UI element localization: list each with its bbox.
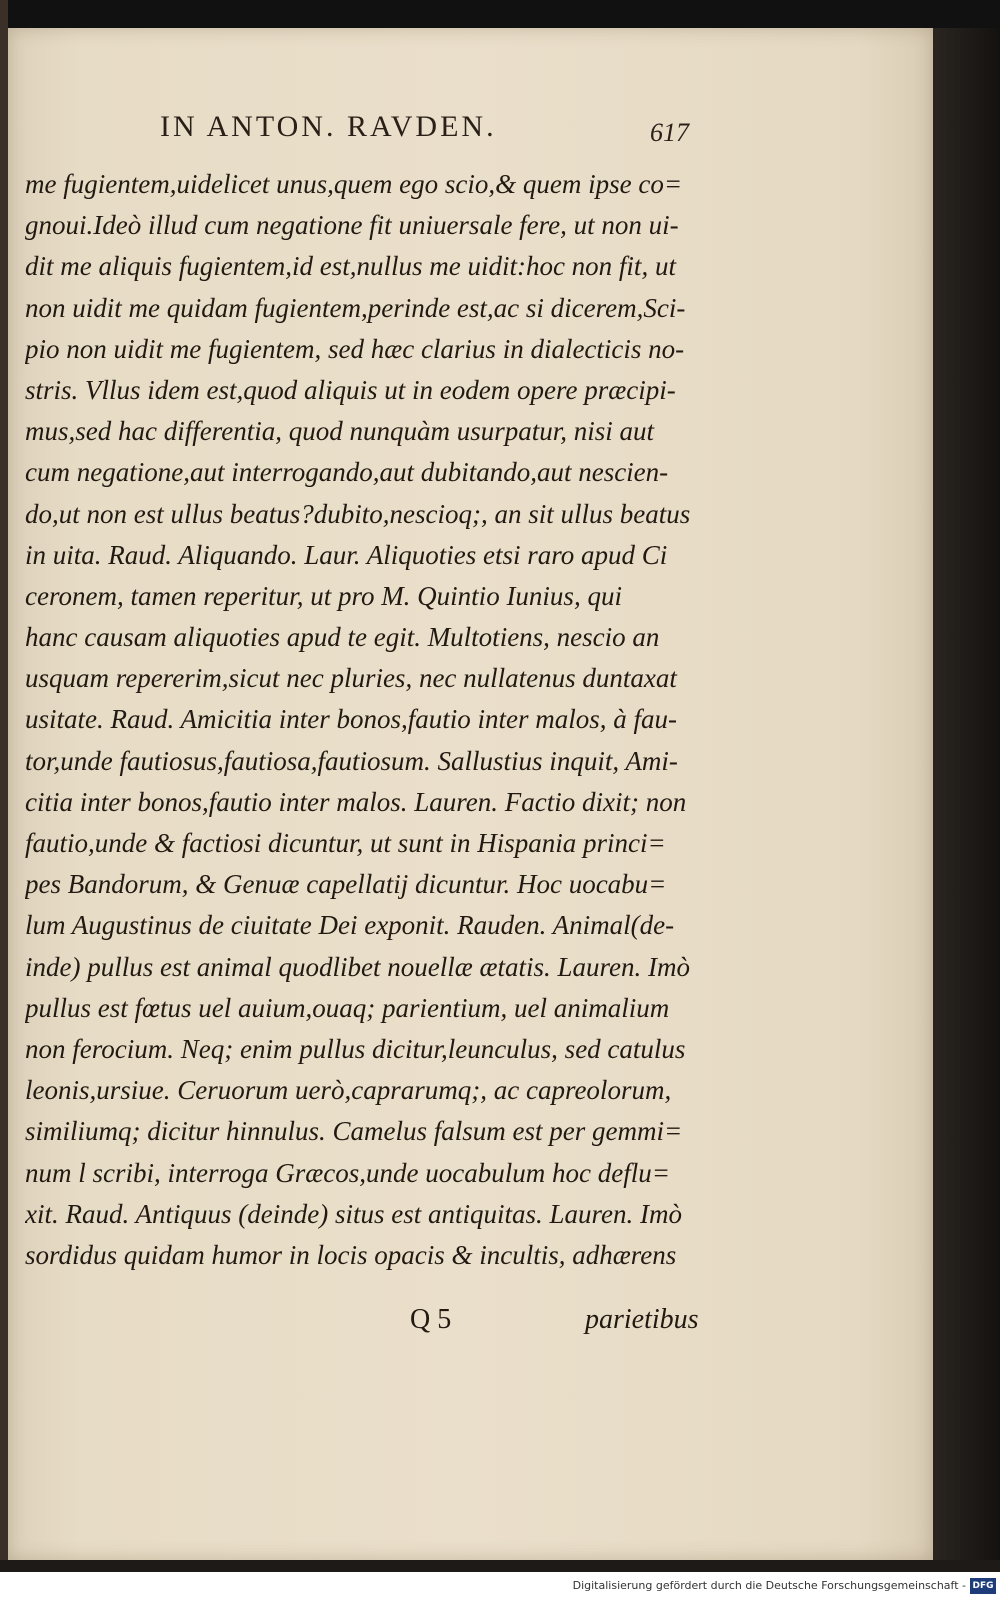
text-line: similiumq; dicitur hinnulus. Camelus falsum est per gemmi= [25, 1116, 683, 1147]
left-gutter [0, 0, 8, 1560]
body-text [25, 164, 730, 1276]
text-line: leonis,ursiue. Ceruorum uerò,caprarumq;, ac capreolorum, [25, 1075, 672, 1106]
text-line: usquam repererim,sicut nec pluries, nec nullatenus duntaxat [25, 663, 677, 694]
text-line: fautio,unde & factiosi dicuntur, ut sunt in Hispania princi= [25, 828, 666, 858]
text-line: do,ut non est ullus beatus?dubito,nescioq;, an sit ullus beatus [25, 498, 691, 529]
text-line: usitate. Raud. Amicitia inter bonos,fautio inter malos, à fau- [25, 704, 677, 735]
page-number: 617 [650, 118, 689, 147]
signature-mark: Q 5 [410, 1304, 452, 1335]
text-line: sordidus quidam humor in locis opacis & incultis, adhærens [25, 1239, 677, 1270]
page-edge-right [933, 28, 1000, 1560]
text-line: ceronem, tamen reperitur, ut pro M. Quintio Iunius, qui [25, 580, 622, 611]
text-line: pio non uidit me fugientem, sed hæc clarius in dialecticis no- [25, 333, 685, 364]
text-line: pullus est fœtus uel auium,ouaq; parientium, uel animalium [25, 992, 670, 1023]
text-line: in uita. Raud. Aliquando. Laur. Aliquoties etsi raro apud Ci [25, 539, 668, 570]
text-line: cum negatione,aut interrogando,aut dubitando,aut nescien- [25, 457, 669, 488]
footer-bar [0, 1572, 1000, 1602]
text-line: mus,sed hac differentia, quod nunquàm usurpatur, nisi aut [25, 416, 655, 447]
text-line: pes Bandorum, & Genuæ capellatij dicuntur. Hoc uocabu= [25, 869, 667, 900]
text-line: lum Augustinus de ciuitate Dei exponit. Rauden. Animal(de- [25, 910, 675, 941]
footer-credit: Digitalisierung gefördert durch die Deutsche Forschungsgemeinschaft - [572, 1579, 966, 1592]
dfg-logo[interactable]: DFG [970, 1578, 996, 1594]
text-line: hanc causam aliquoties apud te egit. Multotiens, nescio an [25, 622, 660, 653]
text-line: citia inter bonos,fautio inter malos. Lauren. Factio dixit; non [25, 786, 687, 817]
catchword: parietibus [585, 1304, 699, 1335]
text-line: dit me aliquis fugientem,id est,nullus me uidit:hoc non fit, ut [25, 251, 676, 282]
text-line: stris. Vllus idem est,quod aliquis ut in eodem opere præcipi- [25, 374, 676, 405]
text-line: non ferocium. Neq; enim pullus dicitur,leunculus, sed catulus [25, 1033, 686, 1064]
text-line: inde) pullus est animal quodlibet nouellæ ætatis. Lauren. Imò [25, 951, 690, 982]
text-line: xit. Raud. Antiquus (deinde) situs est antiquitas. Lauren. Imò [25, 1198, 682, 1229]
text-line: num l scribi, interroga Græcos,unde uocabulum hoc deflu= [25, 1157, 670, 1188]
scan-border-top [0, 0, 1000, 30]
text-line: me fugientem,uidelicet unus,quem ego scio,& quem ipse co= [25, 169, 683, 199]
text-line: gnoui.Ideò illud cum negatione fit uniuersale fere, ut non ui- [25, 210, 679, 241]
running-head: IN ANTON. RAVDEN. [160, 110, 497, 143]
text-line: tor,unde fautiosus,fautiosa,fautiosum. Sallustius inquit, Ami- [25, 745, 678, 776]
text-line: non uidit me quidam fugientem,perinde est,ac si dicerem,Sci- [25, 292, 686, 323]
